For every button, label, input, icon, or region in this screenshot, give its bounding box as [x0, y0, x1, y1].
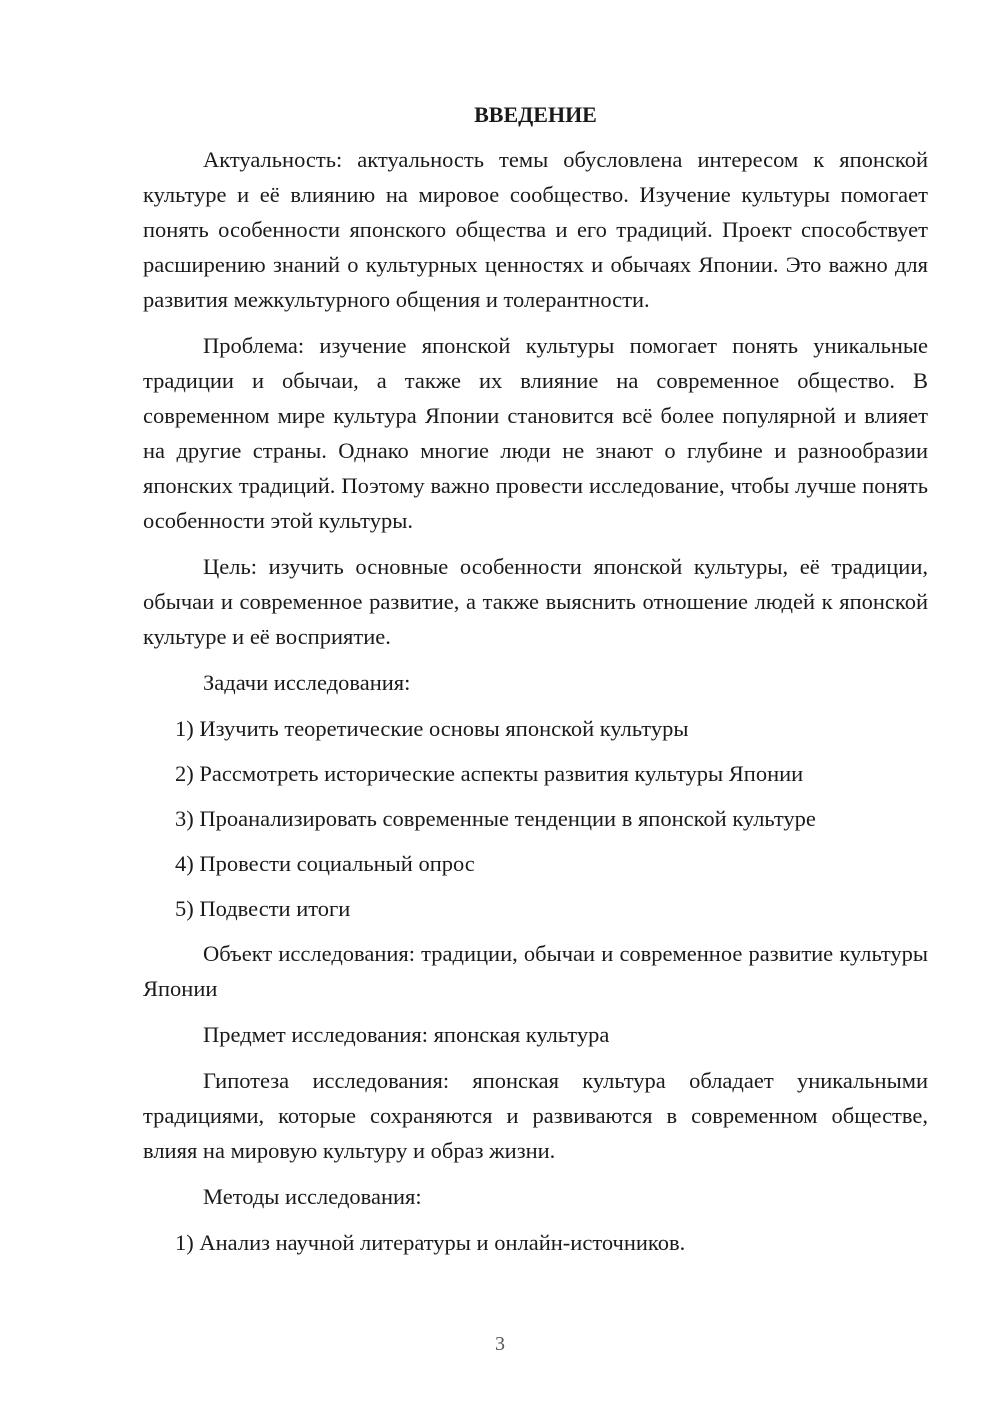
- page-number: 3: [495, 1333, 505, 1355]
- problem-paragraph: Проблема: изучение японской культуры помогает понять уникальные традиции и обычаи, а также их влияние на современное общество. В современном мире культура Японии становится всё более популярной и влияет на другие страны. Однако многие люди не знают о глубине и разнообразии японских традиций. Поэтому важно провести исследование, чтобы лучше понять особенности этой культуры.: [143, 333, 928, 533]
- task-item: 1) Изучить теоретические основы японской культуры: [175, 716, 689, 741]
- relevance-paragraph: Актуальность: актуальность темы обусловлена интересом к японской культуре и её влиянию на мировое сообщество. Изучение культуры помогает понять особенности японского общества и его традиций. Проект способствует расширению знаний о культурных ценностях и обычаях Японии. Это важно для развития межкультурного общения и толерантности.: [143, 147, 928, 312]
- task-item: 5) Подвести итоги: [175, 896, 351, 921]
- page-content: [143, 97, 928, 1270]
- methods-heading: Методы исследования:: [203, 1184, 422, 1209]
- task-item: 2) Рассмотреть исторические аспекты развития культуры Японии: [175, 761, 804, 786]
- task-item: 3) Проанализировать современные тенденции в японской культуре: [175, 806, 816, 831]
- goal-paragraph: Цель: изучить основные особенности японской культуры, её традиции, обычаи и современное развитие, а также выяснить отношение людей к японской культуре и её восприятие.: [143, 554, 928, 649]
- tasks-heading: Задачи исследования:: [203, 670, 411, 695]
- object-paragraph: Объект исследования: традиции, обычаи и современное развитие культуры Японии: [143, 941, 928, 1001]
- hypothesis-paragraph: Гипотеза исследования: японская культура обладает уникальными традициями, которые сохраняются и развиваются в современном обществе, влияя на мировую культуру и образ жизни.: [143, 1068, 928, 1163]
- method-item: 1) Анализ научной литературы и онлайн-источников.: [175, 1230, 686, 1255]
- subject-paragraph: Предмет исследования: японская культура: [203, 1022, 610, 1047]
- page-title: ВВЕДЕНИЕ: [474, 102, 597, 127]
- task-item: 4) Провести социальный опрос: [175, 851, 475, 876]
